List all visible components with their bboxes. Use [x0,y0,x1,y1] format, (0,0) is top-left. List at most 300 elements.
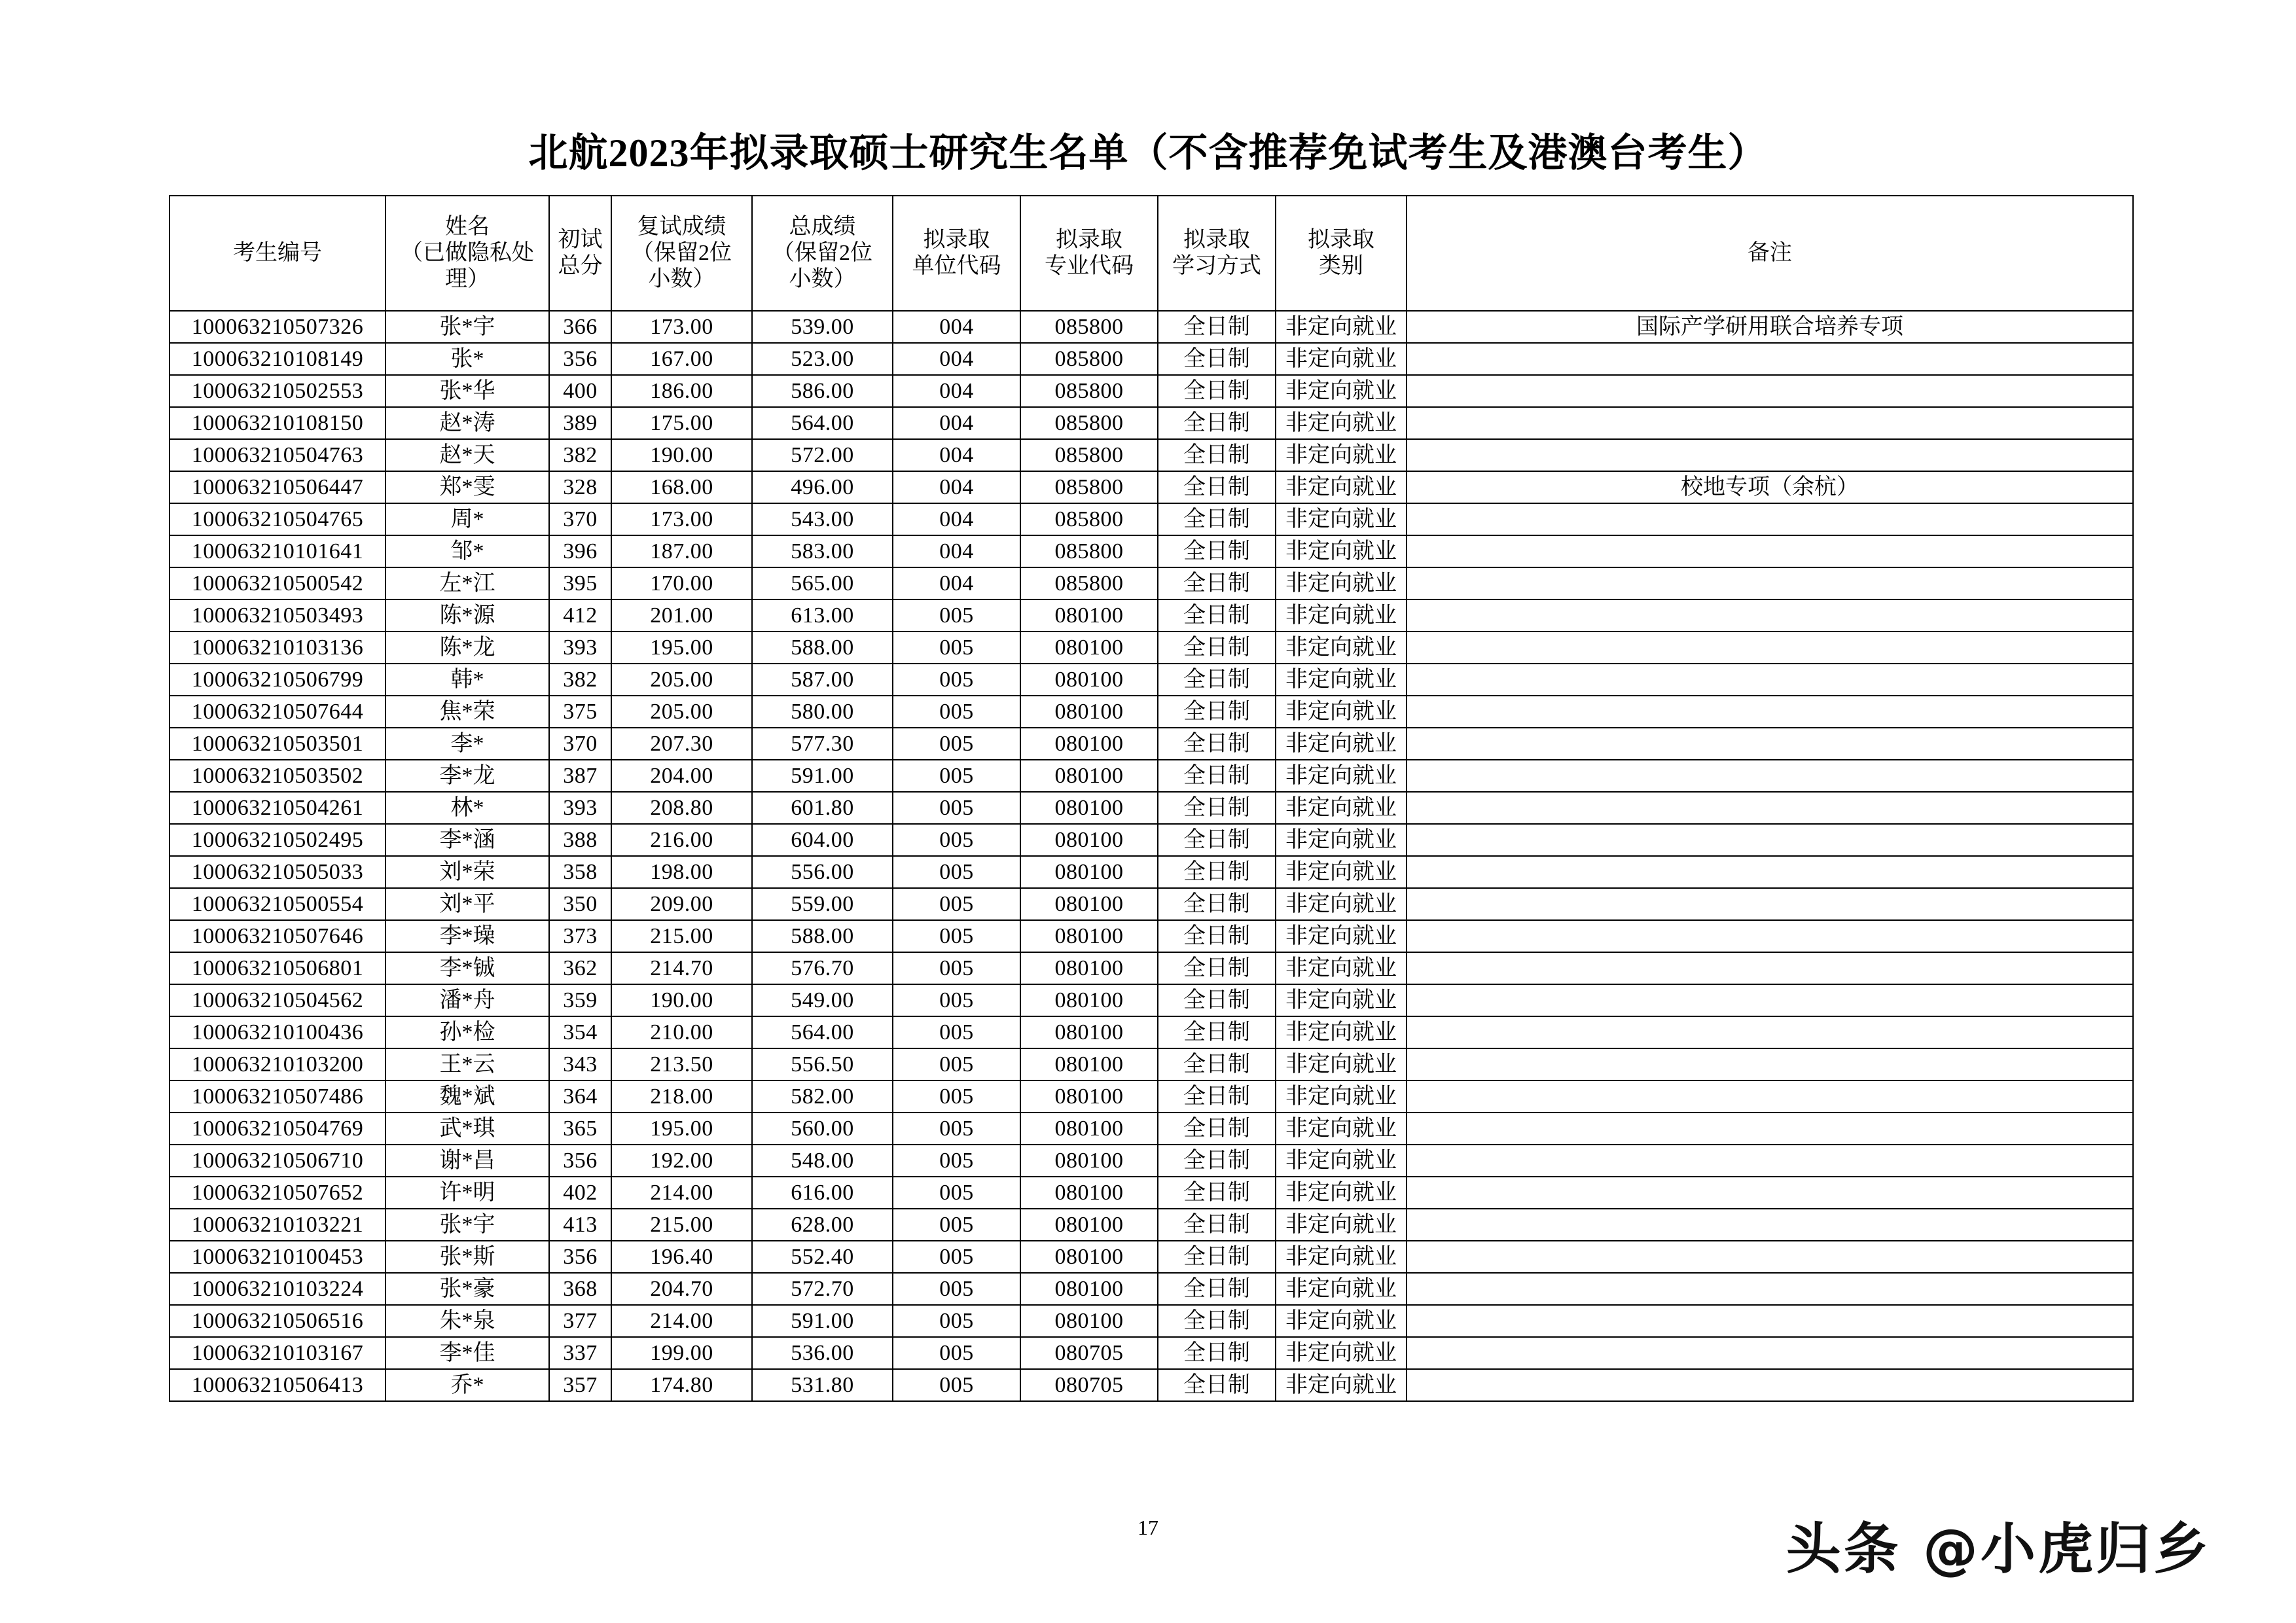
cell-major-code: 080100 [1020,984,1158,1016]
column-header-first-exam-score [549,196,611,311]
cell-study-mode: 全日制 [1158,407,1276,439]
table-row [170,1048,2133,1080]
cell-study-mode: 全日制 [1158,824,1276,856]
cell-total-score: 552.40 [752,1241,893,1273]
table-row [170,888,2133,920]
table-row [170,984,2133,1016]
cell-candidate-id: 100063210103200 [170,1048,386,1080]
cell-unit-code: 005 [893,1209,1020,1241]
cell-admission-type: 非定向就业 [1276,1241,1407,1273]
cell-first-score: 393 [549,632,611,664]
cell-first-score: 337 [549,1337,611,1369]
table-row [170,567,2133,599]
cell-admission-type: 非定向就业 [1276,984,1407,1016]
table-row [170,1177,2133,1209]
cell-retest-score: 170.00 [611,567,752,599]
header-line: 小数） [789,267,856,292]
cell-admission-type: 非定向就业 [1276,792,1407,824]
cell-candidate-id: 100063210507652 [170,1177,386,1209]
cell-name: 张* [386,343,549,375]
cell-study-mode: 全日制 [1158,311,1276,343]
cell-total-score: 536.00 [752,1337,893,1369]
cell-candidate-id: 100063210103167 [170,1337,386,1369]
cell-first-score: 354 [549,1016,611,1048]
column-header-total-score [752,196,893,311]
cell-total-score: 572.70 [752,1273,893,1305]
cell-first-score: 365 [549,1113,611,1145]
cell-retest-score: 204.70 [611,1273,752,1305]
cell-first-score: 377 [549,1305,611,1337]
cell-total-score: 564.00 [752,407,893,439]
cell-total-score: 565.00 [752,567,893,599]
cell-unit-code: 004 [893,503,1020,535]
cell-major-code: 080100 [1020,664,1158,696]
cell-first-score: 413 [549,1209,611,1241]
cell-study-mode: 全日制 [1158,1080,1276,1113]
cell-name: 左*江 [386,567,549,599]
header-line: 初试 [558,227,603,252]
cell-name: 许*明 [386,1177,549,1209]
cell-name: 魏*斌 [386,1080,549,1113]
table-row [170,471,2133,503]
cell-remark [1407,984,2133,1016]
cell-name: 李*涵 [386,824,549,856]
cell-first-score: 395 [549,567,611,599]
cell-name: 谢*昌 [386,1145,549,1177]
table-row [170,696,2133,728]
cell-major-code: 085800 [1020,439,1158,471]
table-header-row [170,196,2133,311]
table-row [170,599,2133,632]
cell-total-score: 580.00 [752,696,893,728]
cell-name: 朱*泉 [386,1305,549,1337]
cell-first-score: 402 [549,1177,611,1209]
cell-total-score: 539.00 [752,311,893,343]
column-header-retest-score [611,196,752,311]
cell-remark [1407,1113,2133,1145]
cell-unit-code: 005 [893,1369,1020,1401]
cell-major-code: 080100 [1020,728,1158,760]
cell-unit-code: 005 [893,632,1020,664]
cell-remark [1407,760,2133,792]
cell-admission-type: 非定向就业 [1276,1337,1407,1369]
cell-major-code: 085800 [1020,343,1158,375]
cell-remark [1407,696,2133,728]
cell-unit-code: 005 [893,1273,1020,1305]
table-row [170,632,2133,664]
cell-unit-code: 004 [893,343,1020,375]
cell-first-score: 400 [549,375,611,407]
cell-admission-type: 非定向就业 [1276,824,1407,856]
cell-first-score: 343 [549,1048,611,1080]
cell-study-mode: 全日制 [1158,567,1276,599]
cell-candidate-id: 100063210103136 [170,632,386,664]
cell-study-mode: 全日制 [1158,1273,1276,1305]
cell-first-score: 357 [549,1369,611,1401]
cell-unit-code: 005 [893,856,1020,888]
cell-major-code: 080100 [1020,792,1158,824]
table-row [170,1337,2133,1369]
header-line: 总分 [558,254,603,278]
table-row [170,1145,2133,1177]
cell-major-code: 080705 [1020,1369,1158,1401]
cell-study-mode: 全日制 [1158,1209,1276,1241]
cell-unit-code: 005 [893,1337,1020,1369]
cell-retest-score: 190.00 [611,984,752,1016]
cell-study-mode: 全日制 [1158,696,1276,728]
cell-candidate-id: 100063210503502 [170,760,386,792]
cell-retest-score: 204.00 [611,760,752,792]
cell-retest-score: 214.00 [611,1177,752,1209]
cell-candidate-id: 100063210108149 [170,343,386,375]
cell-unit-code: 005 [893,664,1020,696]
cell-study-mode: 全日制 [1158,792,1276,824]
cell-retest-score: 214.00 [611,1305,752,1337]
cell-retest-score: 199.00 [611,1337,752,1369]
cell-study-mode: 全日制 [1158,1048,1276,1080]
cell-first-score: 388 [549,824,611,856]
cell-unit-code: 005 [893,1048,1020,1080]
cell-remark: 国际产学研用联合培养专项 [1407,311,2133,343]
cell-retest-score: 205.00 [611,664,752,696]
cell-retest-score: 175.00 [611,407,752,439]
cell-candidate-id: 100063210504769 [170,1113,386,1145]
cell-study-mode: 全日制 [1158,343,1276,375]
cell-admission-type: 非定向就业 [1276,760,1407,792]
header-line: （保留2位 [772,240,872,265]
cell-admission-type: 非定向就业 [1276,375,1407,407]
table-row [170,503,2133,535]
cell-major-code: 080100 [1020,1016,1158,1048]
cell-admission-type: 非定向就业 [1276,1048,1407,1080]
cell-name: 焦*荣 [386,696,549,728]
cell-candidate-id: 100063210505033 [170,856,386,888]
cell-remark [1407,792,2133,824]
table-row [170,1016,2133,1048]
cell-first-score: 370 [549,728,611,760]
table-row [170,535,2133,567]
cell-total-score: 587.00 [752,664,893,696]
cell-name: 陈*源 [386,599,549,632]
cell-remark [1407,1016,2133,1048]
cell-total-score: 560.00 [752,1113,893,1145]
cell-remark [1407,1080,2133,1113]
cell-first-score: 375 [549,696,611,728]
cell-unit-code: 004 [893,567,1020,599]
table-row [170,1369,2133,1401]
cell-total-score: 588.00 [752,920,893,952]
cell-unit-code: 005 [893,728,1020,760]
header-line: 小数） [648,267,715,292]
cell-study-mode: 全日制 [1158,920,1276,952]
cell-candidate-id: 100063210100453 [170,1241,386,1273]
cell-retest-score: 215.00 [611,920,752,952]
cell-unit-code: 005 [893,984,1020,1016]
cell-candidate-id: 100063210506710 [170,1145,386,1177]
cell-admission-type: 非定向就业 [1276,664,1407,696]
cell-unit-code: 005 [893,1080,1020,1113]
cell-candidate-id: 100063210103224 [170,1273,386,1305]
cell-name: 张*华 [386,375,549,407]
table-row [170,1209,2133,1241]
table-row [170,1080,2133,1113]
cell-first-score: 396 [549,535,611,567]
admission-table [169,195,2134,1402]
cell-retest-score: 213.50 [611,1048,752,1080]
table-row [170,1305,2133,1337]
cell-admission-type: 非定向就业 [1276,1145,1407,1177]
cell-unit-code: 005 [893,1113,1020,1145]
table-row [170,311,2133,343]
cell-total-score: 576.70 [752,952,893,984]
cell-remark [1407,824,2133,856]
cell-total-score: 549.00 [752,984,893,1016]
cell-first-score: 389 [549,407,611,439]
cell-name: 乔* [386,1369,549,1401]
cell-remark [1407,728,2133,760]
cell-study-mode: 全日制 [1158,1177,1276,1209]
cell-unit-code: 004 [893,535,1020,567]
cell-total-score: 556.50 [752,1048,893,1080]
cell-first-score: 366 [549,311,611,343]
cell-unit-code: 005 [893,1177,1020,1209]
cell-candidate-id: 100063210507644 [170,696,386,728]
cell-first-score: 356 [549,343,611,375]
cell-candidate-id: 100063210506801 [170,952,386,984]
cell-total-score: 564.00 [752,1016,893,1048]
cell-first-score: 356 [549,1145,611,1177]
cell-major-code: 080100 [1020,696,1158,728]
header-line: 拟录取 [1308,227,1374,252]
cell-retest-score: 167.00 [611,343,752,375]
cell-admission-type: 非定向就业 [1276,1113,1407,1145]
table-row [170,664,2133,696]
cell-retest-score: 168.00 [611,471,752,503]
cell-name: 潘*舟 [386,984,549,1016]
cell-name: 赵*天 [386,439,549,471]
cell-remark [1407,1305,2133,1337]
cell-candidate-id: 100063210506413 [170,1369,386,1401]
cell-admission-type: 非定向就业 [1276,407,1407,439]
cell-unit-code: 005 [893,696,1020,728]
cell-retest-score: 201.00 [611,599,752,632]
cell-retest-score: 173.00 [611,503,752,535]
cell-remark [1407,535,2133,567]
cell-major-code: 080100 [1020,1048,1158,1080]
header-line: 姓名 [445,214,490,239]
header-line: （已做隐私处理） [401,240,534,292]
cell-major-code: 085800 [1020,311,1158,343]
cell-retest-score: 186.00 [611,375,752,407]
cell-candidate-id: 100063210502553 [170,375,386,407]
cell-name: 武*琪 [386,1113,549,1145]
cell-retest-score: 208.80 [611,792,752,824]
cell-study-mode: 全日制 [1158,1016,1276,1048]
table-row [170,952,2133,984]
cell-first-score: 356 [549,1241,611,1273]
cell-name: 张*斯 [386,1241,549,1273]
cell-unit-code: 005 [893,599,1020,632]
cell-remark [1407,920,2133,952]
cell-study-mode: 全日制 [1158,1145,1276,1177]
admission-table-container [169,195,2132,1402]
cell-candidate-id: 100063210502495 [170,824,386,856]
cell-total-score: 591.00 [752,1305,893,1337]
cell-name: 孙*检 [386,1016,549,1048]
page-title: 北航2023年拟录取硕士研究生名单（不含推荐免试考生及港澳台考生） [528,132,1768,175]
cell-major-code: 080100 [1020,632,1158,664]
cell-total-score: 601.80 [752,792,893,824]
cell-total-score: 556.00 [752,856,893,888]
cell-candidate-id: 100063210103221 [170,1209,386,1241]
cell-study-mode: 全日制 [1158,471,1276,503]
cell-candidate-id: 100063210504261 [170,792,386,824]
cell-admission-type: 非定向就业 [1276,311,1407,343]
cell-admission-type: 非定向就业 [1276,632,1407,664]
cell-remark [1407,599,2133,632]
cell-study-mode: 全日制 [1158,888,1276,920]
cell-total-score: 531.80 [752,1369,893,1401]
cell-admission-type: 非定向就业 [1276,1305,1407,1337]
cell-remark [1407,856,2133,888]
cell-remark [1407,503,2133,535]
cell-major-code: 080100 [1020,599,1158,632]
cell-candidate-id: 100063210507646 [170,920,386,952]
cell-study-mode: 全日制 [1158,760,1276,792]
cell-remark [1407,1273,2133,1305]
table-row [170,1241,2133,1273]
cell-remark [1407,375,2133,407]
table-row [170,792,2133,824]
cell-total-score: 543.00 [752,503,893,535]
cell-admission-type: 非定向就业 [1276,503,1407,535]
cell-major-code: 085800 [1020,535,1158,567]
cell-remark: 校地专项（余杭） [1407,471,2133,503]
cell-first-score: 412 [549,599,611,632]
header-line: 总成绩 [789,214,856,239]
cell-first-score: 382 [549,439,611,471]
cell-first-score: 358 [549,856,611,888]
cell-retest-score: 198.00 [611,856,752,888]
cell-total-score: 628.00 [752,1209,893,1241]
column-header-remark [1407,196,2133,311]
cell-major-code: 085800 [1020,471,1158,503]
table-row [170,728,2133,760]
cell-total-score: 577.30 [752,728,893,760]
column-header-admission-type [1276,196,1407,311]
cell-remark [1407,343,2133,375]
cell-major-code: 080100 [1020,1305,1158,1337]
cell-name: 张*豪 [386,1273,549,1305]
cell-study-mode: 全日制 [1158,728,1276,760]
cell-major-code: 080100 [1020,952,1158,984]
watermark: 头条 @小虎归乡 [1785,1517,2211,1581]
table-row [170,760,2133,792]
cell-major-code: 080100 [1020,1241,1158,1273]
cell-total-score: 586.00 [752,375,893,407]
cell-admission-type: 非定向就业 [1276,1016,1407,1048]
cell-major-code: 080100 [1020,1080,1158,1113]
cell-remark [1407,407,2133,439]
cell-candidate-id: 100063210503501 [170,728,386,760]
cell-retest-score: 187.00 [611,535,752,567]
header-line: 拟录取 [923,227,990,252]
cell-study-mode: 全日制 [1158,952,1276,984]
cell-study-mode: 全日制 [1158,1305,1276,1337]
cell-major-code: 080100 [1020,856,1158,888]
cell-name: 李*佳 [386,1337,549,1369]
cell-name: 韩* [386,664,549,696]
cell-candidate-id: 100063210500542 [170,567,386,599]
header-line: 类别 [1319,254,1363,278]
cell-name: 刘*荣 [386,856,549,888]
cell-unit-code: 004 [893,471,1020,503]
cell-study-mode: 全日制 [1158,1369,1276,1401]
cell-candidate-id: 100063210507326 [170,311,386,343]
cell-major-code: 080100 [1020,1209,1158,1241]
cell-name: 邹* [386,535,549,567]
cell-first-score: 359 [549,984,611,1016]
cell-candidate-id: 100063210500554 [170,888,386,920]
cell-name: 李*铖 [386,952,549,984]
cell-unit-code: 005 [893,1241,1020,1273]
cell-major-code: 080705 [1020,1337,1158,1369]
cell-name: 赵*涛 [386,407,549,439]
cell-total-score: 572.00 [752,439,893,471]
cell-unit-code: 004 [893,311,1020,343]
cell-remark [1407,1048,2133,1080]
header-line: 备注 [1748,240,1792,265]
column-header-study-mode [1158,196,1276,311]
cell-admission-type: 非定向就业 [1276,439,1407,471]
cell-major-code: 080100 [1020,760,1158,792]
cell-study-mode: 全日制 [1158,1113,1276,1145]
cell-name: 周* [386,503,549,535]
cell-first-score: 368 [549,1273,611,1305]
cell-remark [1407,567,2133,599]
cell-admission-type: 非定向就业 [1276,696,1407,728]
cell-retest-score: 174.80 [611,1369,752,1401]
cell-unit-code: 004 [893,375,1020,407]
cell-admission-type: 非定向就业 [1276,343,1407,375]
column-header-name [386,196,549,311]
cell-total-score: 604.00 [752,824,893,856]
cell-first-score: 370 [549,503,611,535]
cell-admission-type: 非定向就业 [1276,1080,1407,1113]
cell-unit-code: 005 [893,824,1020,856]
cell-candidate-id: 100063210507486 [170,1080,386,1113]
cell-study-mode: 全日制 [1158,535,1276,567]
cell-total-score: 616.00 [752,1177,893,1209]
cell-remark [1407,1369,2133,1401]
cell-study-mode: 全日制 [1158,599,1276,632]
cell-major-code: 080100 [1020,1145,1158,1177]
cell-retest-score: 195.00 [611,1113,752,1145]
cell-candidate-id: 100063210108150 [170,407,386,439]
table-row [170,1113,2133,1145]
page-number: 17 [1138,1516,1158,1539]
table-row [170,407,2133,439]
cell-major-code: 085800 [1020,567,1158,599]
cell-total-score: 523.00 [752,343,893,375]
cell-admission-type: 非定向就业 [1276,535,1407,567]
table-row [170,439,2133,471]
cell-major-code: 085800 [1020,503,1158,535]
cell-study-mode: 全日制 [1158,439,1276,471]
header-line: （保留2位 [632,240,732,265]
cell-admission-type: 非定向就业 [1276,1273,1407,1305]
table-row [170,1273,2133,1305]
